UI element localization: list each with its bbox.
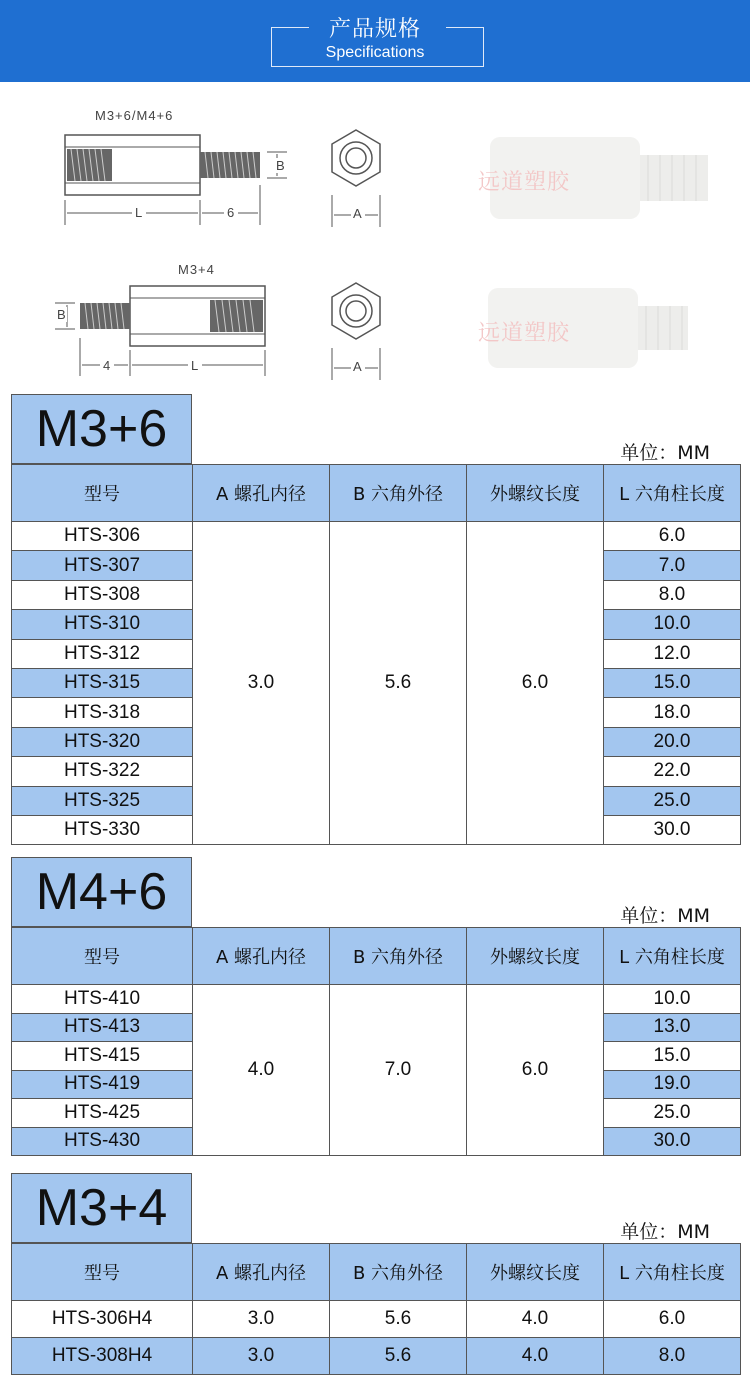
length-cell: 30.0 bbox=[604, 1127, 741, 1156]
model-cell: HTS-318 bbox=[12, 698, 193, 727]
length-cell: 8.0 bbox=[604, 1338, 741, 1375]
length-cell: 8.0 bbox=[604, 580, 741, 609]
watermark-bottom: 远道塑胶 bbox=[478, 320, 571, 345]
model-cell: HTS-308 bbox=[12, 580, 193, 609]
model-cell: HTS-307 bbox=[12, 551, 193, 580]
table-row bbox=[12, 985, 741, 1014]
col-header-thread: 外螺纹长度 bbox=[467, 928, 604, 985]
model-cell: HTS-413 bbox=[12, 1013, 193, 1042]
model-cell: HTS-315 bbox=[12, 668, 193, 697]
dim-b-label-2: B bbox=[57, 307, 67, 322]
dim-a-label-top: A bbox=[353, 206, 363, 221]
col-header-b: B 六角外径 bbox=[330, 465, 467, 522]
thread-length-cell: 4.0 bbox=[467, 1301, 604, 1338]
length-cell: 30.0 bbox=[604, 815, 741, 844]
unit-label: 单位：MM bbox=[620, 905, 710, 927]
col-header-model: 型号 bbox=[12, 928, 193, 985]
length-cell: 7.0 bbox=[604, 551, 741, 580]
length-cell: 10.0 bbox=[604, 610, 741, 639]
length-cell: 15.0 bbox=[604, 668, 741, 697]
model-cell: HTS-419 bbox=[12, 1070, 193, 1099]
table-row bbox=[12, 1301, 741, 1338]
model-cell: HTS-325 bbox=[12, 786, 193, 815]
dim-l-label-2: L bbox=[188, 358, 202, 373]
table-row bbox=[12, 522, 741, 551]
length-cell: 6.0 bbox=[604, 1301, 741, 1338]
section-m3-4 bbox=[11, 1173, 740, 1373]
spacer-drawing-m3-4 bbox=[55, 278, 285, 383]
model-cell: HTS-322 bbox=[12, 757, 193, 786]
table-body-full bbox=[12, 1301, 741, 1375]
model-cell: HTS-310 bbox=[12, 610, 193, 639]
page-title: 产品规格 bbox=[328, 17, 421, 42]
watermark-top: 远道塑胶 bbox=[478, 169, 571, 194]
col-header-b: B 六角外径 bbox=[330, 1244, 467, 1301]
section-title: M3+4 bbox=[11, 1173, 192, 1243]
model-cell: HTS-312 bbox=[12, 639, 193, 668]
section-title: M4+6 bbox=[11, 857, 192, 927]
length-cell: 22.0 bbox=[604, 757, 741, 786]
table-body bbox=[12, 522, 741, 845]
spec-table bbox=[11, 1243, 741, 1375]
model-cell: HTS-330 bbox=[12, 815, 193, 844]
thread-length-cell: 4.0 bbox=[467, 1338, 604, 1375]
length-cell: 18.0 bbox=[604, 698, 741, 727]
model-cell: HTS-308H4 bbox=[12, 1338, 193, 1375]
unit-label: 单位：MM bbox=[620, 442, 710, 464]
model-cell: HTS-415 bbox=[12, 1042, 193, 1071]
hex-diameter-cell: 5.6 bbox=[330, 522, 467, 845]
col-header-a: A 螺孔内径 bbox=[193, 1244, 330, 1301]
section-m4-6 bbox=[11, 857, 740, 1157]
unit-label: 单位：MM bbox=[620, 1221, 710, 1243]
thread-length-cell: 6.0 bbox=[467, 522, 604, 845]
header-banner bbox=[0, 0, 750, 82]
dim-l-label: L bbox=[132, 205, 146, 220]
col-header-thread: 外螺纹长度 bbox=[467, 465, 604, 522]
model-cell: HTS-320 bbox=[12, 727, 193, 756]
col-header-a: A 螺孔内径 bbox=[193, 928, 330, 985]
dim-6-label: 6 bbox=[224, 205, 238, 220]
section-title: M3+6 bbox=[11, 394, 192, 464]
col-header-a: A 螺孔内径 bbox=[193, 465, 330, 522]
thread-length-cell: 6.0 bbox=[467, 985, 604, 1156]
col-header-l: L 六角柱长度 bbox=[604, 1244, 741, 1301]
table-row bbox=[12, 1338, 741, 1375]
spec-table bbox=[11, 464, 741, 845]
dim-4-label: 4 bbox=[100, 358, 114, 373]
length-cell: 6.0 bbox=[604, 522, 741, 551]
length-cell: 25.0 bbox=[604, 1099, 741, 1128]
hole-diameter-cell: 3.0 bbox=[193, 1301, 330, 1338]
col-header-l: L 六角柱长度 bbox=[604, 465, 741, 522]
col-header-model: 型号 bbox=[12, 465, 193, 522]
dim-b-label: B bbox=[276, 158, 286, 173]
model-cell: HTS-306 bbox=[12, 522, 193, 551]
table-body bbox=[12, 985, 741, 1156]
hole-diameter-cell: 3.0 bbox=[193, 522, 330, 845]
model-cell: HTS-410 bbox=[12, 985, 193, 1014]
diagram-label-bottom: M3+4 bbox=[178, 262, 215, 277]
length-cell: 10.0 bbox=[604, 985, 741, 1014]
section-m3-6 bbox=[11, 394, 740, 842]
spec-table bbox=[11, 927, 741, 1156]
model-cell: HTS-430 bbox=[12, 1127, 193, 1156]
diagram-label-top: M3+6/M4+6 bbox=[95, 108, 174, 123]
col-header-b: B 六角外径 bbox=[330, 928, 467, 985]
length-cell: 13.0 bbox=[604, 1013, 741, 1042]
col-header-model: 型号 bbox=[12, 1244, 193, 1301]
col-header-thread: 外螺纹长度 bbox=[467, 1244, 604, 1301]
hole-diameter-cell: 3.0 bbox=[193, 1338, 330, 1375]
length-cell: 19.0 bbox=[604, 1070, 741, 1099]
hex-diameter-cell: 5.6 bbox=[330, 1338, 467, 1375]
dim-a-label-bottom: A bbox=[353, 359, 363, 374]
page-subtitle: Specifications bbox=[325, 44, 425, 61]
hex-diameter-cell: 5.6 bbox=[330, 1301, 467, 1338]
col-header-l: L 六角柱长度 bbox=[604, 928, 741, 985]
model-cell: HTS-425 bbox=[12, 1099, 193, 1128]
length-cell: 20.0 bbox=[604, 727, 741, 756]
model-cell: HTS-306H4 bbox=[12, 1301, 193, 1338]
hole-diameter-cell: 4.0 bbox=[193, 985, 330, 1156]
spacer-drawing-m3-6 bbox=[55, 125, 305, 230]
length-cell: 25.0 bbox=[604, 786, 741, 815]
length-cell: 15.0 bbox=[604, 1042, 741, 1071]
length-cell: 12.0 bbox=[604, 639, 741, 668]
hex-diameter-cell: 7.0 bbox=[330, 985, 467, 1156]
